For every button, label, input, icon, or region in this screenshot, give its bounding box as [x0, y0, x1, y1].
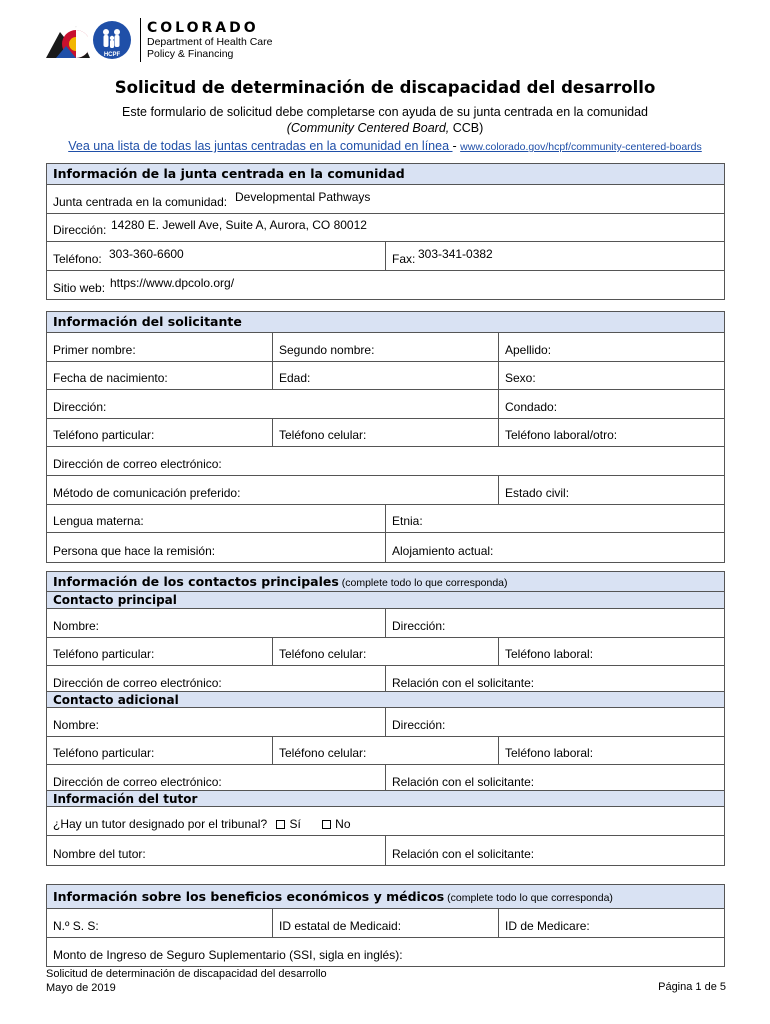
- primer-nombre-label: Primer nombre:: [53, 342, 136, 357]
- additional-direccion-field[interactable]: [386, 708, 724, 736]
- tutor-no-label: No: [335, 816, 351, 831]
- additional-nombre-label: Nombre:: [53, 717, 100, 732]
- form-subtitle: [0, 104, 770, 136]
- additional-row-email: [47, 765, 724, 790]
- primary-nombre-label: Nombre:: [53, 618, 100, 633]
- lengua-materna-field[interactable]: [47, 505, 386, 533]
- link-dash: -: [452, 139, 461, 153]
- primary-relacion-field[interactable]: [386, 666, 724, 691]
- applicant-row-birth: [47, 362, 724, 391]
- ccb-fax-value: 303-341-0382: [418, 246, 493, 261]
- tutor-question-field: [47, 807, 724, 835]
- alojamiento-label: Alojamiento actual:: [392, 543, 494, 558]
- primary-tel-celular-field[interactable]: [273, 638, 499, 666]
- primary-row-name: [47, 609, 724, 638]
- segundo-nombre-label: Segundo nombre:: [279, 342, 375, 357]
- applicant-row-referral: [47, 533, 724, 562]
- alojamiento-field[interactable]: [386, 533, 724, 562]
- footer-form-name: Solicitud de determinación de discapacidad del desarrollo: [46, 968, 327, 980]
- additional-email-label: Dirección de correo electrónico:: [53, 775, 222, 790]
- sexo-field[interactable]: [499, 362, 724, 390]
- applicant-row-email: [47, 447, 724, 476]
- medicare-id-field[interactable]: [499, 909, 724, 937]
- ccb-junta-field[interactable]: [47, 185, 724, 213]
- contacts-header-note: (complete todo lo que corresponda): [338, 577, 508, 589]
- ccb-telefono-label: Teléfono:: [53, 251, 102, 266]
- benefits-row-ssi: [47, 938, 724, 966]
- ccb-junta-label: Junta centrada en la comunidad:: [53, 194, 228, 209]
- etnia-field[interactable]: [386, 505, 724, 533]
- subtitle-end: CCB): [449, 121, 484, 135]
- ccb-web-field[interactable]: [47, 271, 724, 300]
- tutor-si-label: Sí: [289, 816, 301, 831]
- additional-tel-celular-field[interactable]: [273, 737, 499, 765]
- tutor-question-line: [53, 817, 351, 831]
- additional-tel-particular-field[interactable]: [47, 737, 273, 765]
- primer-nombre-field[interactable]: [47, 333, 273, 361]
- footer-date: Mayo de 2019: [46, 982, 116, 994]
- applicant-row-phones: [47, 419, 724, 448]
- primary-row-phones: [47, 638, 724, 667]
- hcpf-logo: [46, 16, 272, 64]
- ssn-field[interactable]: [47, 909, 273, 937]
- ccb-junta-value: Developmental Pathways: [235, 189, 371, 204]
- ccb-telefono-field[interactable]: [47, 242, 386, 270]
- metodo-comunicacion-field[interactable]: [47, 476, 499, 504]
- additional-tel-laboral-label: Teléfono laboral:: [505, 746, 594, 761]
- ccb-row-telefono: [47, 242, 724, 271]
- applicant-row-address: [47, 390, 724, 419]
- applicant-tel-celular-label: Teléfono celular:: [279, 428, 367, 443]
- medicare-id-label: ID de Medicare:: [505, 918, 590, 933]
- applicant-tel-laboral-label: Teléfono laboral/otro:: [505, 428, 618, 443]
- primary-tel-particular-field[interactable]: [47, 638, 273, 666]
- benefits-row-ids: [47, 909, 724, 938]
- contacts-section-header: [47, 572, 724, 592]
- condado-label: Condado:: [505, 399, 558, 414]
- tutor-nombre-field[interactable]: [47, 836, 386, 865]
- primary-email-label: Dirección de correo electrónico:: [53, 676, 222, 691]
- additional-tel-laboral-field[interactable]: [499, 737, 724, 765]
- ccb-fax-field[interactable]: [386, 242, 724, 270]
- benefits-header-note: (complete todo lo que corresponda): [444, 892, 613, 904]
- contacts-header-title: Información de los contactos principales: [53, 574, 339, 589]
- tutor-header: Información del tutor: [47, 790, 724, 807]
- segundo-nombre-field[interactable]: [273, 333, 499, 361]
- primary-tel-celular-label: Teléfono celular:: [279, 647, 367, 662]
- subtitle-italic: (Community Centered Board,: [286, 121, 450, 135]
- tutor-relacion-field[interactable]: [386, 836, 724, 865]
- metodo-comunicacion-label: Método de comunicación preferido:: [53, 485, 241, 500]
- applicant-tel-particular-field[interactable]: [47, 419, 273, 447]
- logo-text: [140, 18, 272, 62]
- etnia-label: Etnia:: [392, 514, 423, 529]
- additional-row-phones: [47, 737, 724, 766]
- primary-direccion-label: Dirección:: [392, 618, 446, 633]
- tutor-no-checkbox[interactable]: [322, 820, 331, 829]
- ssi-field[interactable]: [47, 938, 724, 966]
- tutor-nombre-label: Nombre del tutor:: [53, 846, 146, 861]
- ccb-direccion-field[interactable]: [47, 214, 724, 242]
- tutor-row-question: [47, 807, 724, 836]
- ccb-row-direccion: [47, 214, 724, 243]
- remision-field[interactable]: [47, 533, 386, 562]
- logo-state: COLORADO: [147, 20, 259, 36]
- additional-email-field[interactable]: [47, 765, 386, 790]
- applicant-email-field[interactable]: [47, 447, 724, 475]
- lengua-materna-label: Lengua materna:: [53, 514, 144, 529]
- ssn-label: N.º S. S:: [53, 918, 99, 933]
- ccb-telefono-value: 303-360-6600: [109, 246, 184, 261]
- primary-direccion-field[interactable]: [386, 609, 724, 637]
- edad-label: Edad:: [279, 371, 311, 386]
- footer-left: [46, 967, 327, 995]
- ccb-row-web: [47, 271, 724, 300]
- edad-field[interactable]: [273, 362, 499, 390]
- applicant-row-names: [47, 333, 724, 362]
- logo-dept-line1: Department of Health Care: [147, 36, 273, 48]
- tutor-row-name: [47, 836, 724, 865]
- ccb-list-url[interactable]: www.colorado.gov/hcpf/community-centered-boards: [460, 141, 702, 153]
- primary-tel-laboral-label: Teléfono laboral:: [505, 647, 594, 662]
- tutor-si-checkbox[interactable]: [276, 820, 285, 829]
- svg-text:HCPF: HCPF: [103, 52, 121, 58]
- ccb-row-junta: [47, 185, 724, 214]
- ccb-section: [46, 163, 725, 300]
- additional-nombre-field[interactable]: [47, 708, 386, 736]
- applicant-direccion-label: Dirección:: [53, 399, 107, 414]
- applicant-tel-laboral-field[interactable]: [499, 419, 724, 447]
- applicant-tel-celular-field[interactable]: [273, 419, 499, 447]
- primary-contact-header: Contacto principal: [47, 592, 724, 609]
- additional-contact-header: Contacto adicional: [47, 691, 724, 708]
- primary-row-email: [47, 666, 724, 691]
- applicant-section-header: Información del solicitante: [47, 312, 724, 333]
- applicant-row-method: [47, 476, 724, 505]
- colorado-logo-icon: [46, 18, 132, 62]
- additional-row-name: [47, 708, 724, 737]
- medicaid-id-label: ID estatal de Medicaid:: [279, 918, 402, 933]
- ccb-list-link[interactable]: Vea una lista de todas las juntas centradas en la comunidad en línea: [68, 139, 453, 153]
- applicant-section: [46, 311, 725, 563]
- benefits-section-header: [47, 885, 724, 909]
- primary-tel-particular-label: Teléfono particular:: [53, 647, 155, 662]
- applicant-row-language: [47, 505, 724, 534]
- sexo-label: Sexo:: [505, 371, 536, 386]
- estado-civil-label: Estado civil:: [505, 485, 570, 500]
- remision-label: Persona que hace la remisión:: [53, 543, 216, 558]
- applicant-email-label: Dirección de correo electrónico:: [53, 456, 222, 471]
- ccb-direccion-value: 14280 E. Jewell Ave, Suite A, Aurora, CO 80012: [111, 218, 367, 233]
- estado-civil-field[interactable]: [499, 476, 724, 504]
- ccb-direccion-label: Dirección:: [53, 223, 107, 238]
- additional-relacion-field[interactable]: [386, 765, 724, 790]
- applicant-tel-particular-label: Teléfono particular:: [53, 428, 155, 443]
- apellido-field[interactable]: [499, 333, 724, 361]
- ccb-list-line: [0, 139, 770, 153]
- additional-tel-celular-label: Teléfono celular:: [279, 746, 367, 761]
- medicaid-id-field[interactable]: [273, 909, 499, 937]
- additional-tel-particular-label: Teléfono particular:: [53, 746, 155, 761]
- benefits-section: [46, 884, 725, 967]
- logo-dept-line2: Policy & Financing: [147, 48, 234, 60]
- subtitle-line1: Este formulario de solicitud debe completarse con ayuda de su junta centrada en la comunidad: [121, 105, 648, 119]
- additional-relacion-label: Relación con el solicitante:: [392, 775, 535, 790]
- form-title: Solicitud de determinación de discapacidad del desarrollo: [114, 78, 656, 97]
- ccb-section-header: Información de la junta centrada en la comunidad: [47, 164, 724, 185]
- ssi-label: Monto de Ingreso de Seguro Suplementario (SSI, sigla en inglés):: [53, 947, 403, 962]
- tutor-relacion-label: Relación con el solicitante:: [392, 846, 535, 861]
- primary-nombre-field[interactable]: [47, 609, 386, 637]
- fecha-nacimiento-label: Fecha de nacimiento:: [53, 371, 168, 386]
- ccb-web-label: Sitio web:: [53, 281, 106, 296]
- fecha-nacimiento-field[interactable]: [47, 362, 273, 390]
- footer-page-number: Página 1 de 5: [658, 981, 726, 993]
- ccb-fax-label: Fax:: [392, 251, 416, 266]
- benefits-header-title: Información sobre los beneficios económicos y médicos: [53, 889, 445, 904]
- contacts-section: [46, 571, 725, 866]
- ccb-web-value: https://www.dpcolo.org/: [110, 276, 235, 291]
- condado-field[interactable]: [499, 390, 724, 418]
- applicant-direccion-field[interactable]: [47, 390, 499, 418]
- primary-tel-laboral-field[interactable]: [499, 638, 724, 666]
- primary-relacion-label: Relación con el solicitante:: [392, 676, 535, 691]
- primary-email-field[interactable]: [47, 666, 386, 691]
- apellido-label: Apellido:: [505, 342, 552, 357]
- additional-direccion-label: Dirección:: [392, 717, 446, 732]
- tutor-question-label: ¿Hay un tutor designado por el tribunal?: [53, 816, 268, 831]
